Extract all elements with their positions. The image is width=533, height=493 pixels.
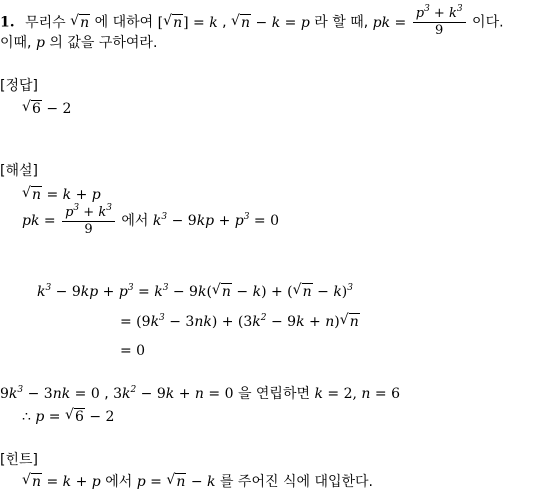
- problem-number: 1.: [0, 14, 15, 31]
- hint-heading: [힌트]: [0, 452, 38, 468]
- math-sqrt-n: √ n: [70, 15, 90, 31]
- math-pk: pk = $\frac{p^3 + k^3}{9}$: [373, 15, 468, 31]
- problem-line-1: 1. 무리수 √ n 에 대하여 [√ n] = k , √ n − k = p 라 할 때, pk = $\frac{p^3 + k^3}{9}$ 이다.: [0, 6, 504, 39]
- solution-eq-6: $9k^3 - 3nk = 0$ , $3k^2 - 9k + n = 0$ 을 연립하면 k = 2, n = 6: [0, 385, 400, 402]
- math-floor: [√ n] = k: [158, 15, 218, 31]
- hint-line: √ n = k + p 에서 p = √ n − k 를 주어진 식에 대입한다.: [22, 473, 373, 491]
- solution-eq-1: √ n = k + p: [22, 186, 101, 204]
- solution-result: ∴ p = √ 6 − 2: [22, 408, 114, 426]
- solution-eq-4: = $(9k^3 - 3nk) + (3k^2 - 9k + n)√$ n: [120, 313, 360, 331]
- problem-line-2: 이때, p 의 값을 구하여라.: [0, 35, 158, 51]
- math-p-def: √ n − k = p: [231, 15, 310, 31]
- solution-eq-2: pk = $\frac{p^3 + k^3}{9}$ 에서 $k^3 - 9kp + p^3 = 0$: [22, 202, 280, 237]
- solution-eq-5: = 0: [120, 343, 146, 359]
- answer-heading: [정답]: [0, 78, 38, 94]
- solution-eq-3: $k^3 - 9kp + p^3 = k^3 - 9k(√$ n − k) + (√ n − k)$^3$: [37, 283, 353, 301]
- solution-heading: [해설]: [0, 163, 38, 179]
- answer-value: √ 6 − 2: [22, 100, 71, 118]
